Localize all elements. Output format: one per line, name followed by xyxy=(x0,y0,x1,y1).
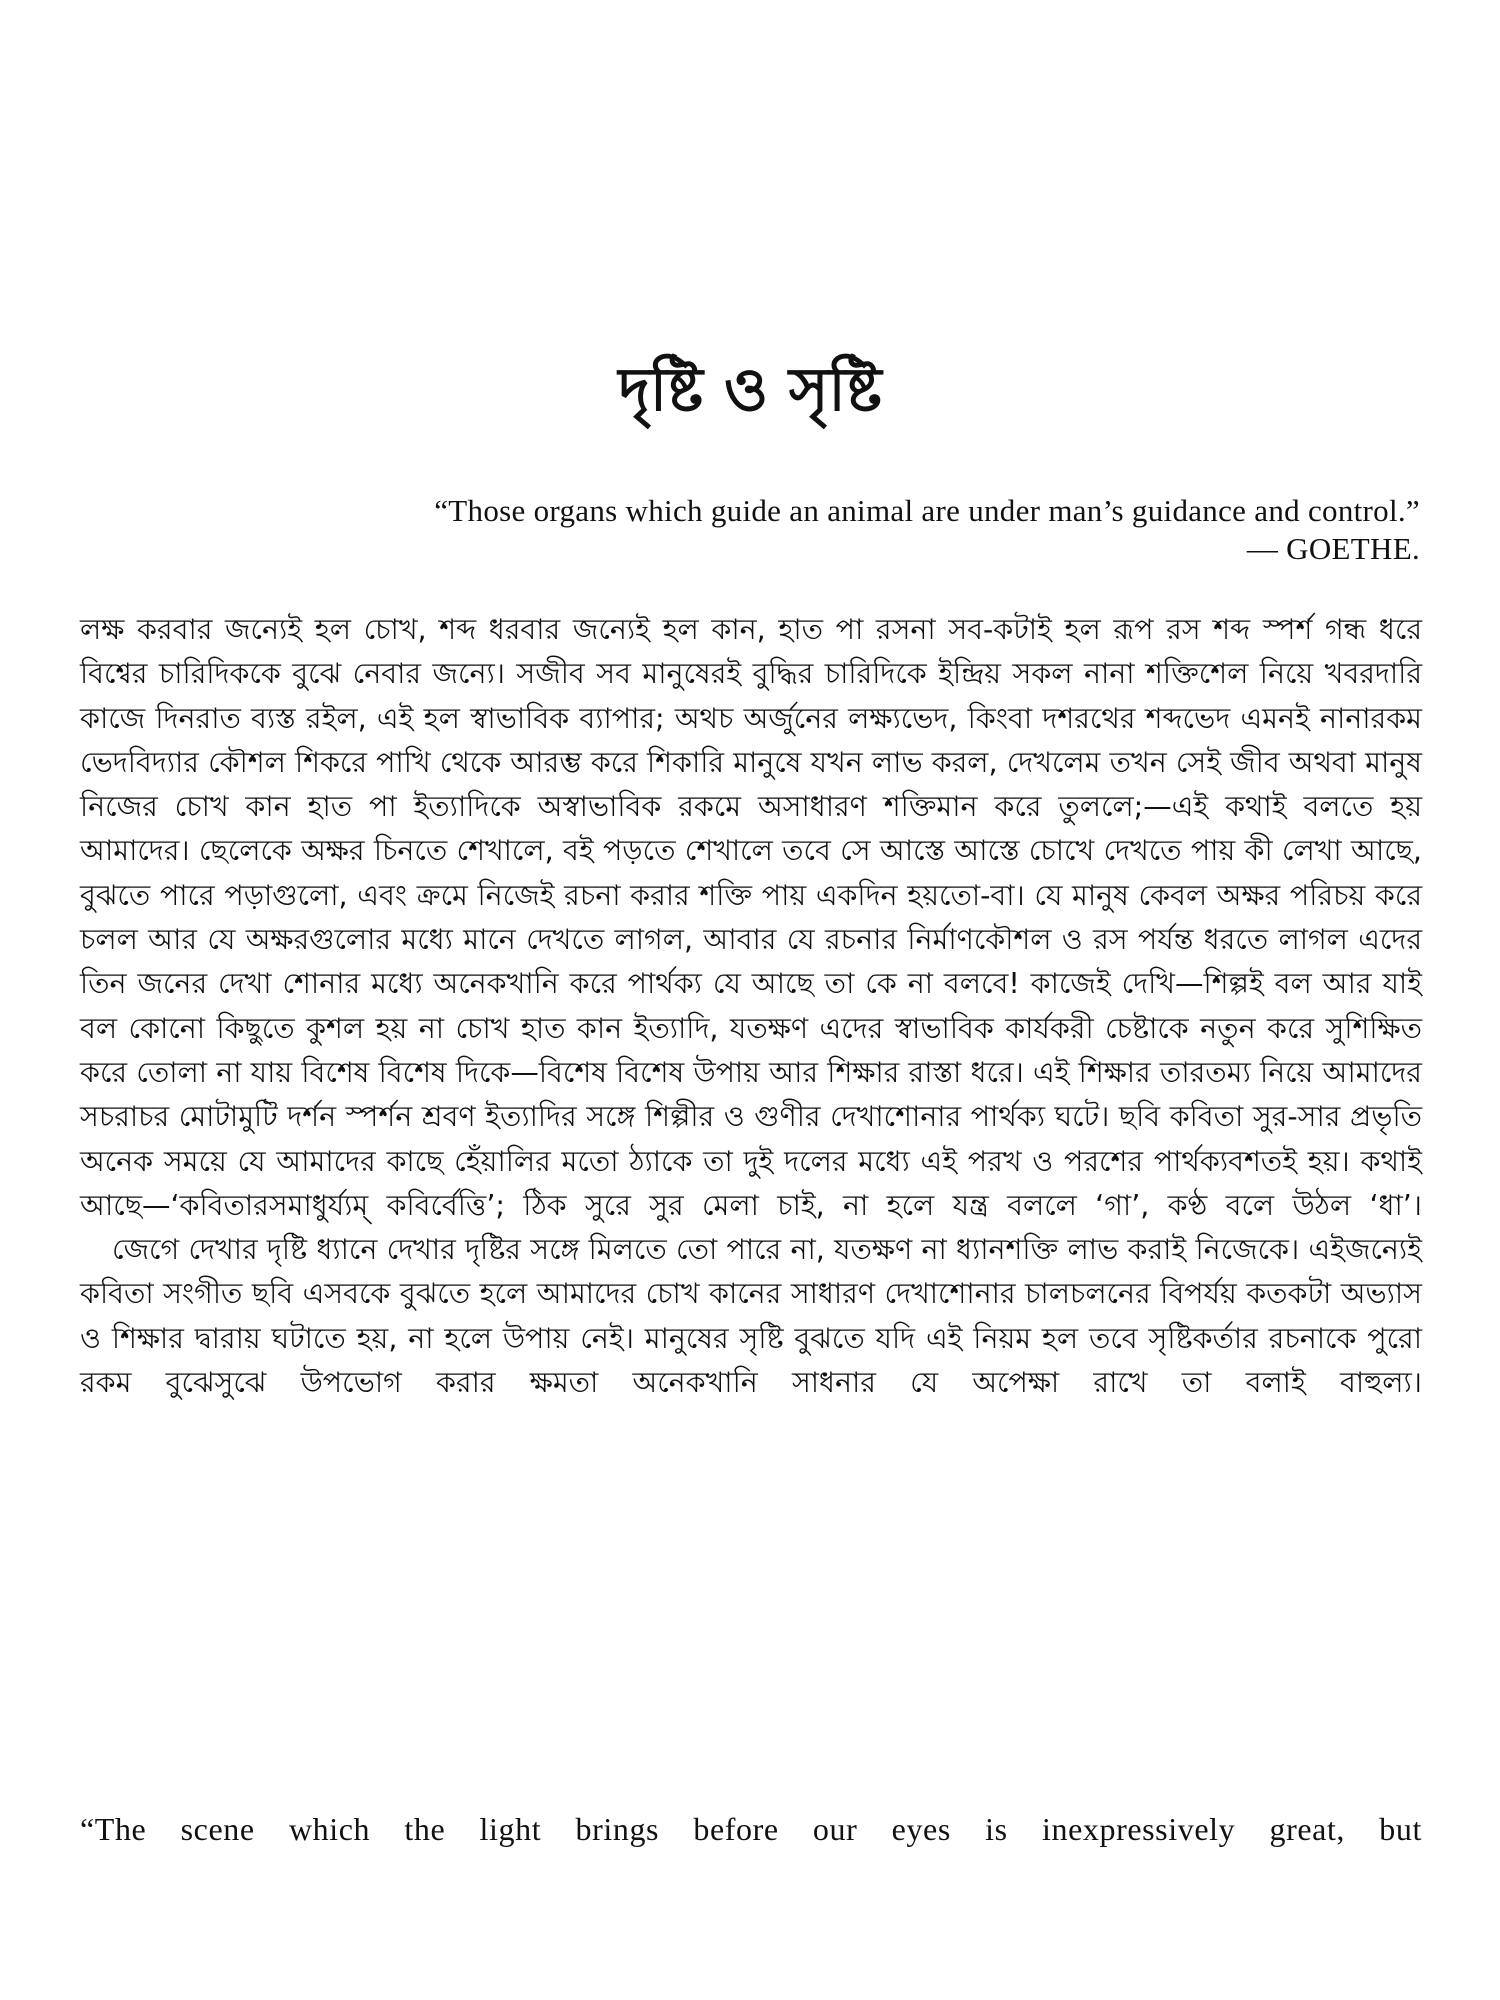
epigraph-attribution: — GOETHE. xyxy=(1246,531,1420,566)
chapter-title: দৃষ্টি ও সৃষ্টি xyxy=(618,355,882,425)
body-text xyxy=(80,608,1422,1405)
epigraph-quote: “Those organs which guide an animal are under man’s guidance and control.” xyxy=(434,493,1420,528)
epigraph xyxy=(128,492,1420,568)
paragraph: লক্ষ করবার জন্যেই হল চোখ, শব্দ ধরবার জন্যেই হল কান, হাত পা রসনা সব-কটাই হল রূপ রস শব্দ স্পর্শ গন্ধ ধরে বিশ্বের চারিদিককে বুঝে নেবার জন্যে। সজীব সব মানুষেরই বুদ্ধির চারিদিকে ইন্দ্রিয় সকল নানা শক্তিশেল নিয়ে খবরদারি কাজে দিনরাত ব্যস্ত রইল, এই হল স্বাভাবিক ব্যাপার; অথচ অর্জুনের লক্ষ্যভেদ, কিংবা দশরথের শব্দভেদ এমনই নানারকম ভেদবিদ্যার কৌশল শিকরে পাখি থেকে আরম্ভ করে শিকারি মানুষে যখন লাভ করল, দেখলেম তখন সেই জীব অথবা মানুষ নিজের চোখ কান হাত পা ইত্যাদিকে অস্বাভাবিক রকমে অসাধারণ শক্তিমান করে তুললে;—এই কথাই বলতে হয় আমাদের। ছেলেকে অক্ষর চিনতে শেখালে, বই পড়তে শেখালে তবে সে আস্তে আস্তে চোখে দেখতে পায় কী লেখা আছে, বুঝতে পারে পড়াগুলো, এবং ক্রমে নিজেই রচনা করার শক্তি পায় একদিন হয়তো-বা। যে মানুষ কেবল অক্ষর পরিচয় করে চলল আর যে অক্ষরগুলোর মধ্যে মানে দেখতে লাগল, আবার যে রচনার নির্মাণকৌশল ও রস পর্যন্ত ধরতে লাগল এদের তিন জনের দেখা শোনার মধ্যে অনেকখানি করে পার্থক্য যে আছে তা কে না বলবে! কাজেই দেখি—শিল্পই বল আর যাই বল কোনো কিছুতে কুশল হয় না চোখ হাত কান ইত্যাদি, যতক্ষণ এদের স্বাভাবিক কার্যকরী চেষ্টাকে নতুন করে সুশিক্ষিত করে তোলা না যায় বিশেষ বিশেষ দিকে—বিশেষ বিশেষ উপায় আর শিক্ষার রাস্তা ধরে। এই শিক্ষার তারতম্য নিয়ে আমাদের সচরাচর মোটামুটি দর্শন স্পর্শন শ্রবণ ইত্যাদির সঙ্গে শিল্পীর ও গুণীর দেখাশোনার পার্থক্য ঘটে। ছবি কবিতা সুর-সার প্রভৃতি অনেক সময়ে যে আমাদের কাছে হেঁয়ালির মতো ঠ্যাকে তা দুই দলের মধ্যে এই পরখ ও পরশের পার্থক্যবশতই হয়। কথাই আছে—‘কবিতারসমাধুর্য্যম্ কবির্বেত্তি’; ঠিক সুরে সুর মেলা চাই, না হলে যন্ত্র বললে ‘গা’, কণ্ঠ বলে উঠল ‘ধা’। xyxy=(80,613,1422,1222)
closing-quote-line: “The scene which the light brings before our eyes is inexpressively great, but xyxy=(80,1811,1422,1847)
paragraph: জেগে দেখার দৃষ্টি ধ্যানে দেখার দৃষ্টির সঙ্গে মিলতে তো পারে না, যতক্ষণ না ধ্যানশক্তি লাভ করাই নিজেকে। এইজন্যেই কবিতা সংগীত ছবি এসবকে বুঝতে হলে আমাদের চোখ কানের সাধারণ দেখাশোনার চালচলনের বিপর্যয় কতকটা অভ্যাস ও শিক্ষার দ্বারায় ঘটাতে হয়, না হলে উপায় নেই। মানুষের সৃষ্টি বুঝতে যদি এই নিয়ম হল তবে সৃষ্টিকর্তার রচনাকে পুরো রকম বুঝেসুঝে উপভোগ করার ক্ষমতা অনেকখানি সাধনার যে অপেক্ষা রাখে তা বলাই বাহুল্য। xyxy=(80,1233,1422,1400)
